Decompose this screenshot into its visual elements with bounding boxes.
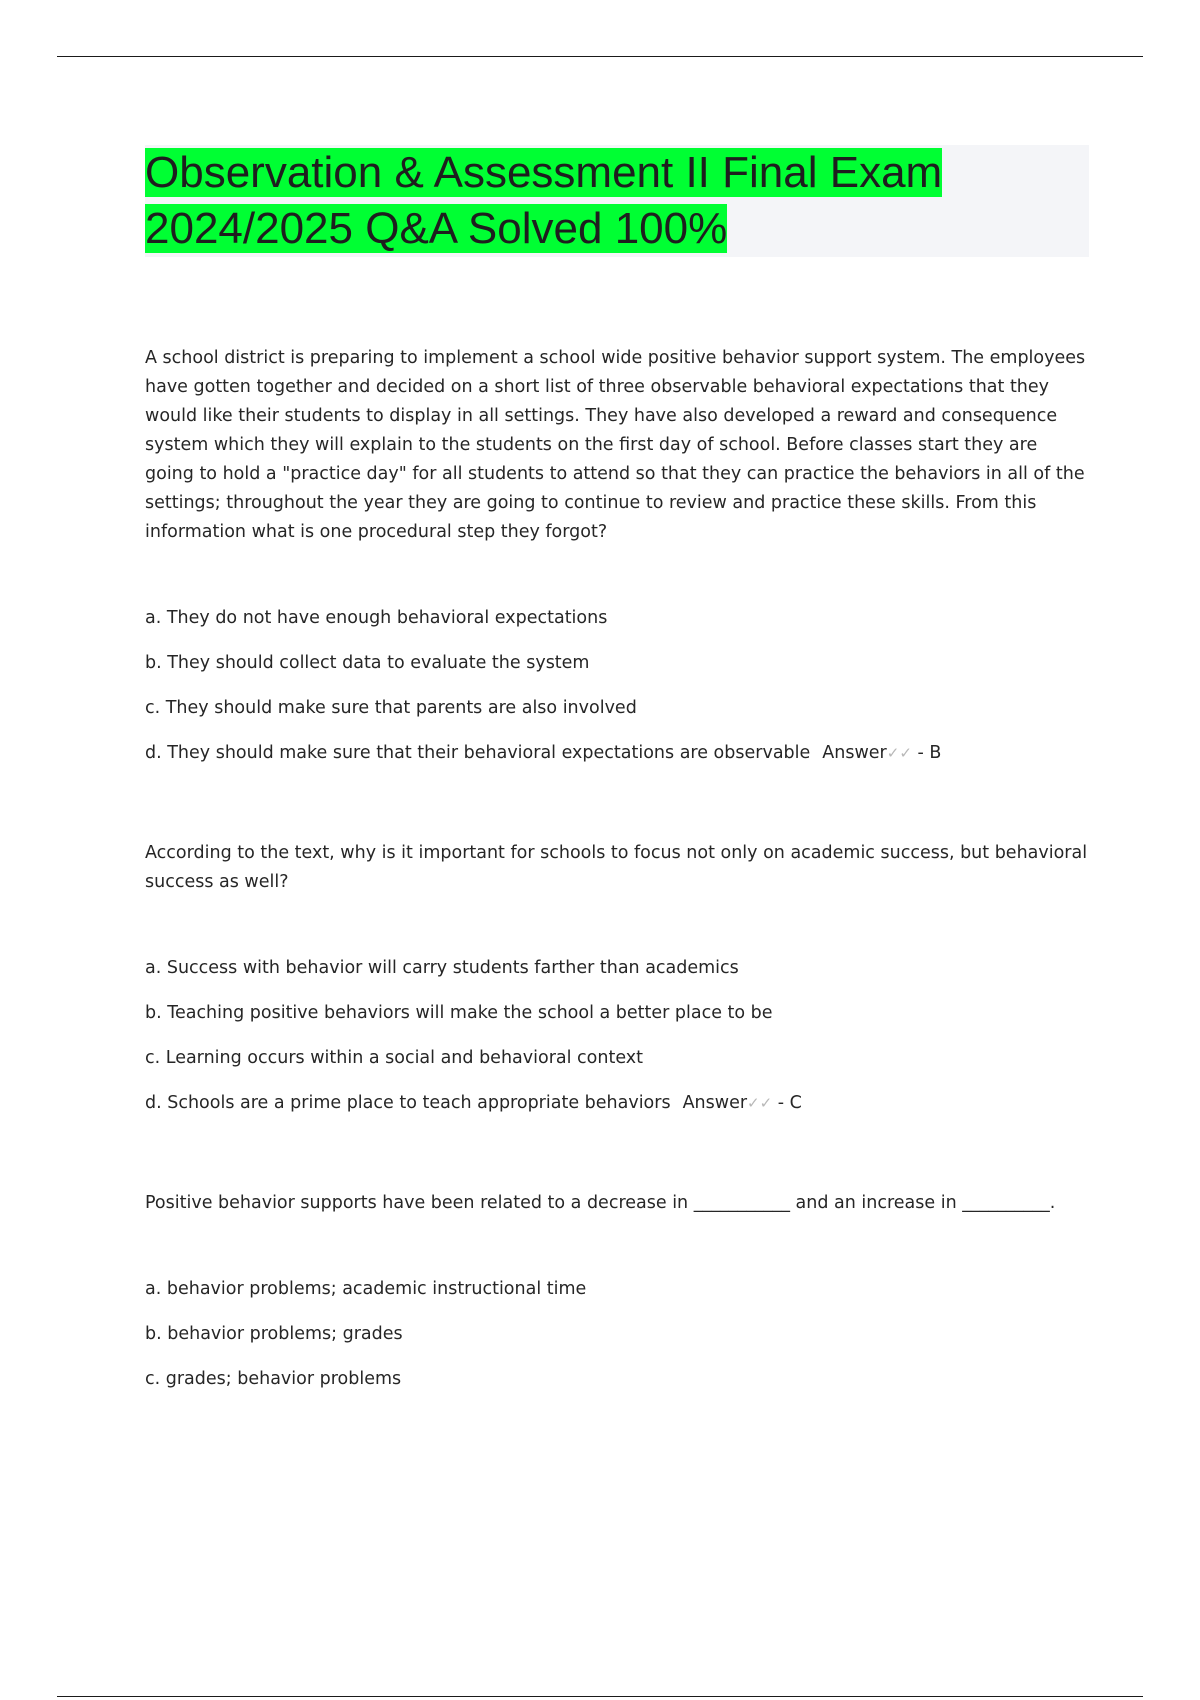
option-a: a. behavior problems; academic instructional time	[145, 1279, 587, 1299]
option-list	[145, 604, 1091, 784]
bottom-rule	[57, 1696, 1143, 1697]
option-b: b. Teaching positive behaviors will make the school a better place to be	[145, 1003, 773, 1023]
answer-line	[683, 1093, 802, 1113]
question-list	[145, 344, 1091, 1465]
question-3	[145, 1189, 1091, 1410]
option-d: d. They should make sure that their behavioral expectations are observable	[145, 743, 811, 763]
option-d-with-answer	[145, 739, 1091, 784]
option-d-with-answer	[145, 1089, 1091, 1134]
answer-label: Answer	[822, 743, 887, 763]
option-b: b. They should collect data to evaluate the system	[145, 653, 590, 673]
question-stem: Positive behavior supports have been related to a decrease in ___________ and an increase in __________.	[145, 1193, 1056, 1213]
title-block	[145, 145, 1089, 257]
check-icon: ✓✓	[747, 1094, 773, 1112]
title-line-1: Observation & Assessment II Final Exam	[145, 148, 943, 197]
top-rule	[57, 56, 1143, 57]
option-list	[145, 1275, 1091, 1410]
answer-label: Answer	[682, 1093, 748, 1113]
answer-value: - C	[777, 1093, 802, 1113]
option-c: c. They should make sure that parents are also involved	[145, 698, 637, 718]
option-c: c. Learning occurs within a social and behavioral context	[145, 1048, 643, 1068]
option-a: a. Success with behavior will carry students farther than academics	[145, 958, 739, 978]
title-line-2: 2024/2025 Q&A Solved 100%	[145, 204, 728, 253]
document-title	[145, 145, 1089, 257]
option-d: d. Schools are a prime place to teach appropriate behaviors	[145, 1093, 671, 1113]
question-2	[145, 839, 1091, 1134]
answer-line	[822, 743, 941, 763]
option-list	[145, 954, 1091, 1134]
option-c: c. grades; behavior problems	[145, 1369, 402, 1389]
question-1	[145, 344, 1091, 784]
answer-value: - B	[917, 743, 942, 763]
question-stem: According to the text, why is it important for schools to focus not only on academic success, but behavioral success as well?	[145, 843, 1088, 892]
check-icon: ✓✓	[886, 744, 912, 762]
option-b: b. behavior problems; grades	[145, 1324, 403, 1344]
option-a: a. They do not have enough behavioral expectations	[145, 608, 608, 628]
question-stem: A school district is preparing to implement a school wide positive behavior support system. The employees have gotten together and decided on a short list of three observable behavioral expectations that they would like their students to display in all settings. They have also developed a reward and consequence system which they will explain to the students on the first day of school. Before classes start they are going to hold a "practice day" for all students to attend so that they can practice the behaviors in all of the settings; throughout the year they are going to continue to review and practice these skills. From this information what is one procedural step they forgot?	[145, 348, 1086, 542]
